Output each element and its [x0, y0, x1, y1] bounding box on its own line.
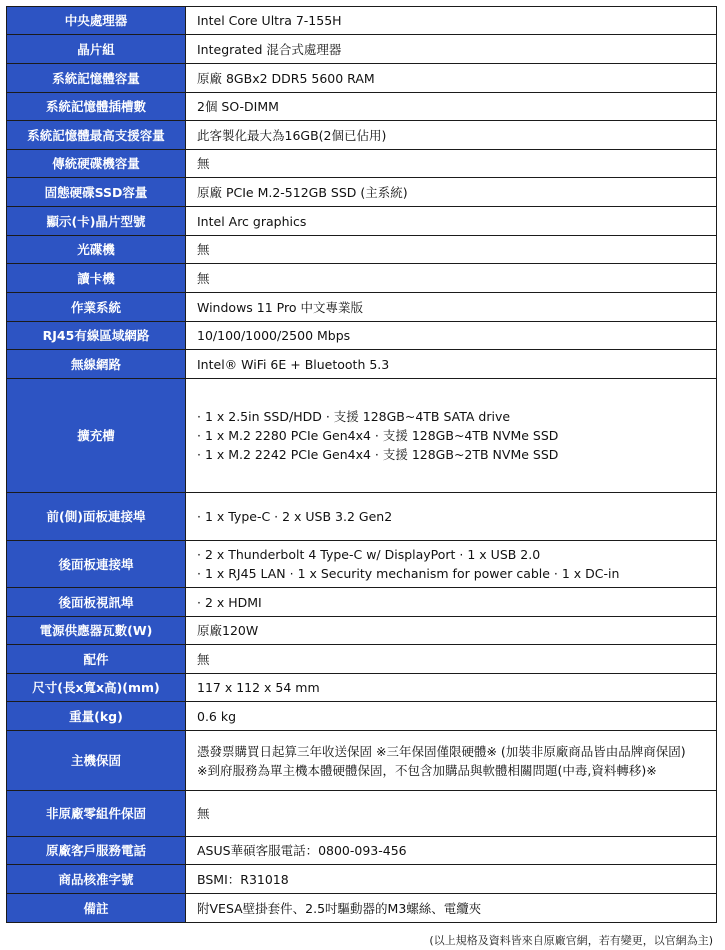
- spec-value: [186, 645, 717, 674]
- spec-row-os: [7, 293, 717, 322]
- spec-label: 重量(kg): [7, 702, 186, 731]
- spec-value-line: · 1 x Type-C · 2 x USB 3.2 Gen2: [197, 509, 393, 524]
- spec-row-rear-ports: [7, 541, 717, 588]
- spec-value-line: 2個 SO-DIMM: [197, 99, 279, 114]
- spec-label: 後面板連接埠: [7, 541, 186, 588]
- spec-row-remarks: [7, 894, 717, 923]
- spec-row-chipset: [7, 35, 717, 64]
- spec-value: [186, 493, 717, 541]
- spec-value: [186, 93, 717, 121]
- spec-value-line: · 2 x Thunderbolt 4 Type-C w/ DisplayPort · 1 x USB 2.0: [197, 547, 541, 562]
- spec-value: [186, 178, 717, 207]
- spec-label: 晶片組: [7, 35, 186, 64]
- spec-row-memory-slots: [7, 93, 717, 121]
- spec-value: [186, 236, 717, 264]
- spec-row-service-phone: [7, 837, 717, 865]
- spec-value-line: 原廠 PCIe M.2-512GB SSD (主系統): [197, 184, 408, 200]
- spec-value: [186, 35, 717, 64]
- spec-label: 備註: [7, 894, 186, 923]
- spec-value-line: 10/100/1000/2500 Mbps: [197, 328, 351, 343]
- spec-row-power-supply: [7, 617, 717, 645]
- spec-value: [186, 837, 717, 865]
- spec-value: [186, 264, 717, 293]
- spec-value-line: 無: [197, 806, 210, 821]
- spec-row-hdd: [7, 150, 717, 178]
- spec-value-line: Integrated 混合式處理器: [197, 41, 342, 57]
- spec-row-front-ports: [7, 493, 717, 541]
- spec-value: [186, 322, 717, 350]
- spec-label: 光碟機: [7, 236, 186, 264]
- spec-value-line: Intel® WiFi 6E + Bluetooth 5.3: [197, 356, 390, 372]
- spec-value: [186, 7, 717, 35]
- spec-value: [186, 617, 717, 645]
- spec-value: [186, 865, 717, 894]
- spec-value-line: BSMI：R31018: [197, 871, 289, 887]
- spec-value-line: · 1 x M.2 2280 PCIe Gen4x4 · 支援 128GB~4TB NVMe SSD: [197, 428, 559, 443]
- spec-label: 顯示(卡)晶片型號: [7, 207, 186, 236]
- spec-value: [186, 64, 717, 93]
- spec-row-rear-video: [7, 588, 717, 617]
- spec-label: 非原廠零組件保固: [7, 791, 186, 837]
- spec-row-weight: [7, 702, 717, 731]
- spec-value-line: ※到府服務為單主機本體硬體保固，不包含加購品與軟體相關問題(中毒,資料轉移)※: [197, 762, 657, 778]
- spec-value: [186, 894, 717, 923]
- spec-value-line: ASUS華碩客服電話：0800-093-456: [197, 843, 407, 858]
- spec-value-line: 無: [197, 156, 210, 171]
- spec-label: 主機保固: [7, 731, 186, 791]
- spec-label: 中央處理器: [7, 7, 186, 35]
- spec-row-ssd: [7, 178, 717, 207]
- spec-row-graphics: [7, 207, 717, 236]
- spec-row-memory-max: [7, 121, 717, 150]
- spec-row-rj45-lan: [7, 322, 717, 350]
- spec-label: 系統記憶體最高支援容量: [7, 121, 186, 150]
- spec-value-line: Intel Core Ultra 7-155H: [197, 13, 342, 28]
- spec-value: [186, 791, 717, 837]
- spec-label: 系統記憶體插槽數: [7, 93, 186, 121]
- spec-value: [186, 379, 717, 493]
- spec-label: 系統記憶體容量: [7, 64, 186, 93]
- spec-row-bsmi: [7, 865, 717, 894]
- footnote: (以上規格及資料皆來自原廠官網，若有變更，以官網為主): [429, 934, 713, 947]
- spec-value: [186, 207, 717, 236]
- spec-label: 電源供應器瓦數(W): [7, 617, 186, 645]
- spec-row-cpu: [7, 7, 717, 35]
- spec-value-line: 此客製化最大為16GB(2個已佔用): [197, 127, 387, 143]
- spec-value-line: 原廠120W: [197, 623, 259, 638]
- spec-label: 作業系統: [7, 293, 186, 322]
- spec-value-line: 117 x 112 x 54 mm: [197, 680, 320, 695]
- spec-value-line: 附VESA壁掛套件、2.5吋驅動器的M3螺絲、電纜夾: [197, 900, 482, 916]
- spec-value-line: 憑發票購買日起算三年收送保固 ※三年保固僅限硬體※ (加裝非原廠商品皆由品牌商保固): [197, 743, 686, 759]
- spec-value: [186, 150, 717, 178]
- spec-value: [186, 702, 717, 731]
- spec-row-accessories: [7, 645, 717, 674]
- spec-row-third-party-warranty: [7, 791, 717, 837]
- spec-value-line: 無: [197, 270, 210, 286]
- spec-value: [186, 541, 717, 588]
- spec-value: [186, 588, 717, 617]
- spec-label: 讀卡機: [7, 264, 186, 293]
- spec-value-line: · 1 x RJ45 LAN · 1 x Security mechanism for power cable · 1 x DC-in: [197, 566, 620, 581]
- spec-row-memory-capacity: [7, 64, 717, 93]
- spec-label: 前(側)面板連接埠: [7, 493, 186, 541]
- spec-label: 傳統硬碟機容量: [7, 150, 186, 178]
- spec-row-warranty: [7, 731, 717, 791]
- spec-value: [186, 350, 717, 379]
- spec-value-line: 原廠 8GBx2 DDR5 5600 RAM: [197, 70, 375, 86]
- spec-value-line: Intel Arc graphics: [197, 213, 307, 229]
- spec-value-line: · 2 x HDMI: [197, 594, 262, 610]
- spec-row-optical-drive: [7, 236, 717, 264]
- spec-label: 擴充槽: [7, 379, 186, 493]
- spec-value-line: 無: [197, 651, 210, 667]
- spec-label: 固態硬碟SSD容量: [7, 178, 186, 207]
- spec-value-line: · 1 x 2.5in SSD/HDD · 支援 128GB~4TB SATA drive: [197, 409, 511, 424]
- spec-value-line: Windows 11 Pro 中文專業版: [197, 299, 363, 315]
- spec-value: [186, 121, 717, 150]
- spec-value: [186, 293, 717, 322]
- spec-row-wireless: [7, 350, 717, 379]
- spec-value-line: 無: [197, 242, 210, 257]
- spec-value: [186, 731, 717, 791]
- spec-label: RJ45有線區域網路: [7, 322, 186, 350]
- spec-label: 原廠客戶服務電話: [7, 837, 186, 865]
- spec-value-line: · 1 x M.2 2242 PCIe Gen4x4 · 支援 128GB~2TB NVMe SSD: [197, 447, 559, 462]
- spec-label: 後面板視訊埠: [7, 588, 186, 617]
- spec-value-line: 0.6 kg: [197, 708, 237, 724]
- spec-row-expansion-slots: [7, 379, 717, 493]
- spec-table: [6, 6, 717, 923]
- spec-label: 配件: [7, 645, 186, 674]
- spec-label: 無線網路: [7, 350, 186, 379]
- spec-label: 商品核准字號: [7, 865, 186, 894]
- spec-row-card-reader: [7, 264, 717, 293]
- spec-value: [186, 674, 717, 702]
- spec-label: 尺寸(長x寬x高)(mm): [7, 674, 186, 702]
- spec-row-dimensions: [7, 674, 717, 702]
